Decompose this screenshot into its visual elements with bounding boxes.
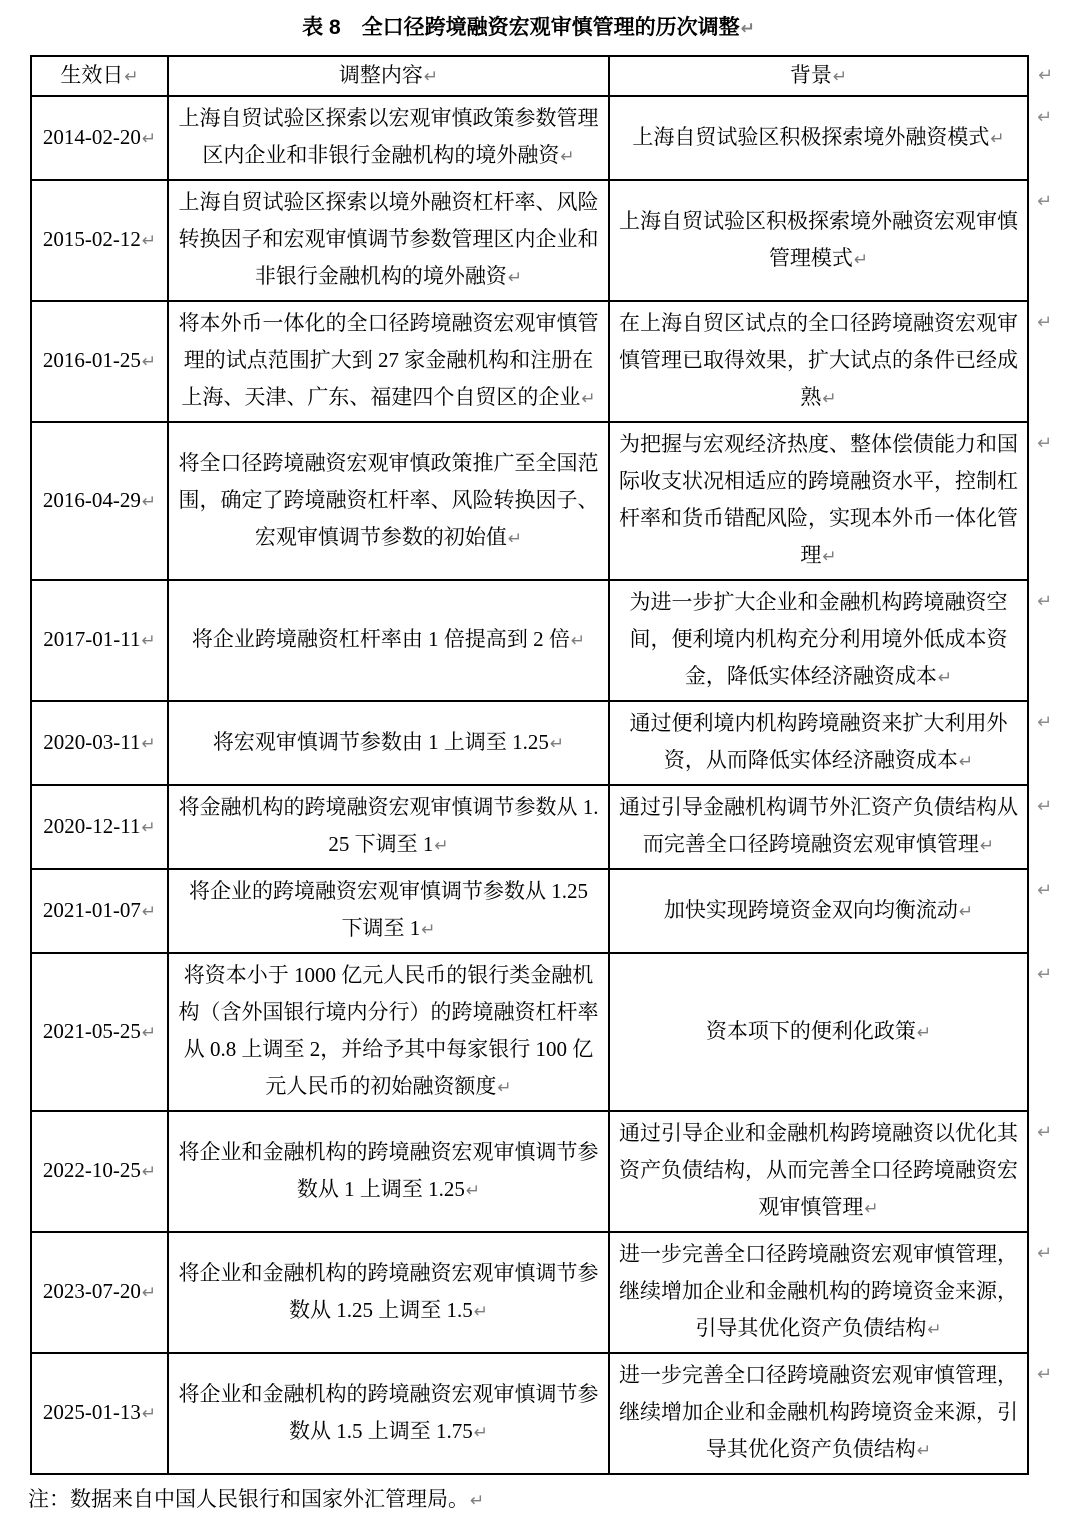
row-gutter	[1028, 56, 1068, 96]
row-end-mark: ↵	[1037, 712, 1053, 733]
content-text: 将资本小于 1000 亿元人民币的银行类金融机构（含外国银行境内分行）的跨境融资杠杆率从 0.8 上调至 2，并给予其中每家银行 100 亿元人民币的初始融资额度	[178, 963, 599, 1098]
paragraph-mark: ↵	[822, 389, 837, 409]
row-end-mark: ↵	[1037, 1122, 1053, 1143]
background-text: 通过引导金融机构调节外汇资产负债结构从而完善全口径跨境融资宏观审慎管理	[619, 795, 1018, 856]
cell-effective-date	[31, 869, 168, 953]
content-text: 将企业和金融机构的跨境融资宏观审慎调节参数从 1.5 上调至 1.75	[178, 1381, 599, 1443]
content-text: 将企业和金融机构的跨境融资宏观审慎调节参数从 1.25 上调至 1.5	[178, 1260, 599, 1322]
cell-background	[609, 1353, 1028, 1474]
paragraph-mark: ↵	[423, 67, 439, 87]
paragraph-mark: ↵	[141, 817, 156, 838]
note-text: 注：数据来自中国人民银行和国家外汇管理局。	[28, 1487, 469, 1511]
background-text: 进一步完善全口径跨境融资宏观审慎管理，继续增加企业和金融机构跨境资金来源，引导其优化资产负债结构	[619, 1363, 1018, 1461]
header-label: 生效日	[60, 63, 124, 87]
row-end-mark: ↵	[1037, 591, 1053, 612]
background-text: 为进一步扩大企业和金融机构跨境融资空间，便利境内机构充分利用境外低成本资金，降低实体经济融资成本	[629, 590, 1008, 688]
row-end-mark: ↵	[1037, 880, 1053, 901]
cell-adjustment-content	[168, 180, 609, 301]
cell-background	[609, 301, 1028, 422]
row-gutter	[1028, 785, 1068, 869]
paragraph-mark: ↵	[473, 1422, 488, 1443]
row-end-mark: ↵	[1037, 191, 1053, 212]
row-gutter	[1028, 1353, 1068, 1474]
cell-adjustment-content	[168, 1353, 609, 1474]
background-text: 通过引导企业和金融机构跨境融资以优化其资产负债结构，从而完善全口径跨境融资宏观审慎管理	[619, 1121, 1018, 1219]
paragraph-mark: ↵	[141, 733, 156, 754]
paragraph-mark: ↵	[470, 1491, 485, 1511]
paragraph-mark: ↵	[740, 19, 755, 39]
row-gutter	[1028, 701, 1068, 785]
cell-background	[609, 422, 1028, 580]
table-row	[31, 869, 1068, 953]
date-text: 2017-01-11	[43, 627, 141, 651]
table-title-text: 表 8 全口径跨境融资宏观审慎管理的历次调整	[302, 16, 740, 39]
content-text: 上海自贸试验区探索以宏观审慎政策参数管理区内企业和非银行金融机构的境外融资	[178, 106, 599, 167]
date-text: 2023-07-20	[42, 1279, 141, 1303]
cell-adjustment-content	[168, 580, 609, 701]
content-text: 将金融机构的跨境融资宏观审慎调节参数从 1.25 下调至 1	[178, 795, 599, 856]
paragraph-mark: ↵	[560, 147, 575, 167]
background-text: 在上海自贸区试点的全口径跨境融资宏观审慎管理已取得效果，扩大试点的条件已经成熟	[619, 311, 1018, 409]
paragraph-mark: ↵	[141, 1404, 157, 1424]
cell-effective-date	[31, 701, 168, 785]
date-text: 2025-01-13	[42, 1400, 141, 1424]
cell-effective-date	[31, 96, 168, 180]
content-text: 将企业的跨境融资宏观审慎调节参数从 1.25 下调至 1	[189, 879, 588, 940]
cell-background	[609, 180, 1028, 301]
cell-adjustment-content	[168, 869, 609, 953]
cell-effective-date	[31, 422, 168, 580]
cell-adjustment-content	[168, 1232, 609, 1353]
document-page	[0, 14, 1059, 1511]
paragraph-mark: ↵	[822, 547, 837, 567]
content-text: 将宏观审慎调节参数由 1 上调至 1.25	[212, 729, 549, 754]
header-cell-background	[609, 56, 1028, 96]
cell-background	[609, 1111, 1028, 1232]
row-gutter	[1028, 1232, 1068, 1353]
paragraph-mark: ↵	[937, 668, 953, 688]
cell-adjustment-content	[168, 96, 609, 180]
cell-background	[609, 869, 1028, 953]
date-text: 2021-05-25	[42, 1018, 141, 1043]
paragraph-mark: ↵	[979, 836, 995, 856]
cell-background	[609, 580, 1028, 701]
table-row	[31, 785, 1068, 869]
content-text: 将企业跨境融资杠杆率由 1 倍提高到 2 倍	[191, 627, 570, 651]
date-text: 2020-12-11	[43, 813, 141, 838]
row-end-mark: ↵	[1038, 65, 1054, 86]
table-row	[31, 953, 1068, 1111]
table-row	[31, 422, 1068, 580]
background-text: 加快实现跨境资金双向均衡流动	[663, 897, 958, 922]
row-gutter	[1028, 422, 1068, 580]
cell-effective-date	[31, 785, 168, 869]
date-text: 2016-04-29	[42, 487, 141, 512]
paragraph-mark: ↵	[497, 1078, 512, 1098]
table-row	[31, 1111, 1068, 1232]
cell-effective-date	[31, 301, 168, 422]
paragraph-mark: ↵	[507, 268, 523, 288]
row-end-mark: ↵	[1037, 1364, 1053, 1385]
paragraph-mark: ↵	[832, 67, 848, 87]
background-text: 上海自贸试验区积极探索境外融资模式	[632, 124, 990, 149]
cell-adjustment-content	[168, 422, 609, 580]
page-title	[30, 14, 1027, 43]
paragraph-mark: ↵	[507, 528, 523, 549]
table-row	[31, 301, 1068, 422]
paragraph-mark: ↵	[465, 1180, 481, 1201]
cell-background	[609, 701, 1028, 785]
row-end-mark: ↵	[1037, 107, 1053, 128]
cell-effective-date	[31, 953, 168, 1111]
paragraph-mark: ↵	[927, 1320, 942, 1340]
cell-background	[609, 785, 1028, 869]
paragraph-mark: ↵	[141, 901, 157, 922]
row-gutter	[1028, 301, 1068, 422]
paragraph-mark: ↵	[141, 128, 157, 149]
paragraph-mark: ↵	[141, 1162, 157, 1182]
cell-adjustment-content	[168, 701, 609, 785]
table-row	[31, 1353, 1068, 1474]
background-text: 为把握与宏观经济热度、整体偿债能力和国际收支状况相适应的跨境融资水平，控制杠杆率和货币错配风险，实现本外币一体化管理	[619, 432, 1018, 567]
row-gutter	[1028, 96, 1068, 180]
cell-effective-date	[31, 180, 168, 301]
paragraph-mark: ↵	[141, 231, 157, 251]
paragraph-mark: ↵	[141, 1283, 157, 1303]
cell-effective-date	[31, 1353, 168, 1474]
cell-background	[609, 1232, 1028, 1353]
table-row	[31, 701, 1068, 785]
background-text: 资本项下的便利化政策	[705, 1018, 916, 1043]
paragraph-mark: ↵	[581, 389, 596, 409]
table-row	[31, 96, 1068, 180]
cell-background	[609, 953, 1028, 1111]
paragraph-mark: ↵	[990, 128, 1005, 149]
paragraph-mark: ↵	[434, 836, 449, 856]
background-text: 通过便利境内机构跨境融资来扩大利用外资，从而降低实体经济融资成本	[629, 711, 1008, 772]
paragraph-mark: ↵	[853, 249, 869, 270]
row-gutter	[1028, 869, 1068, 953]
header-cell-effective-date	[31, 56, 168, 96]
background-text: 上海自贸试验区积极探索境外融资宏观审慎管理模式	[619, 208, 1018, 270]
adjustments-table	[30, 55, 1069, 1475]
date-text: 2020-03-11	[43, 729, 141, 754]
background-text: 进一步完善全口径跨境融资宏观审慎管理，继续增加企业和金融机构的跨境资金来源，引导其优化资产负债结构	[619, 1242, 1018, 1340]
paragraph-mark: ↵	[570, 631, 586, 651]
cell-background	[609, 96, 1028, 180]
cell-effective-date	[31, 1111, 168, 1232]
content-text: 上海自贸试验区探索以境外融资杠杆率、风险转换因子和宏观审慎调节参数管理区内企业和非银行金融机构的境外融资	[178, 190, 599, 288]
row-end-mark: ↵	[1037, 1243, 1053, 1264]
paragraph-mark: ↵	[141, 491, 157, 512]
table-note	[28, 1484, 1059, 1516]
cell-effective-date	[31, 580, 168, 701]
header-cell-adjustment-content	[168, 56, 609, 96]
paragraph-mark: ↵	[864, 1199, 879, 1219]
content-text: 将企业和金融机构的跨境融资宏观审慎调节参数从 1 上调至 1.25	[178, 1139, 599, 1201]
row-end-mark: ↵	[1037, 433, 1053, 454]
cell-adjustment-content	[168, 1111, 609, 1232]
header-label: 背景	[789, 63, 832, 87]
paragraph-mark: ↵	[958, 752, 974, 772]
content-text: 将全口径跨境融资宏观审慎政策推广至全国范围，确定了跨境融资杠杆率、风险转换因子、宏观审慎调节参数的初始值	[178, 450, 599, 549]
row-gutter	[1028, 180, 1068, 301]
table-row	[31, 1232, 1068, 1353]
cell-adjustment-content	[168, 301, 609, 422]
content-text: 将本外币一体化的全口径跨境融资宏观审慎管理的试点范围扩大到 27 家金融机构和注册在上海、天津、广东、福建四个自贸区的企业	[178, 311, 599, 409]
paragraph-mark: ↵	[141, 631, 156, 651]
paragraph-mark: ↵	[141, 1022, 157, 1043]
date-text: 2021-01-07	[42, 897, 141, 922]
paragraph-mark: ↵	[916, 1022, 932, 1043]
cell-adjustment-content	[168, 785, 609, 869]
cell-adjustment-content	[168, 953, 609, 1111]
paragraph-mark: ↵	[549, 733, 565, 754]
row-end-mark: ↵	[1037, 796, 1053, 817]
row-end-mark: ↵	[1037, 312, 1053, 333]
header-label: 调整内容	[338, 63, 423, 87]
table-row	[31, 180, 1068, 301]
paragraph-mark: ↵	[958, 901, 974, 922]
row-gutter	[1028, 580, 1068, 701]
date-text: 2014-02-20	[42, 124, 141, 149]
table-row	[31, 580, 1068, 701]
row-gutter	[1028, 1111, 1068, 1232]
header-row	[31, 56, 1068, 96]
date-text: 2022-10-25	[42, 1158, 141, 1182]
date-text: 2015-02-12	[42, 227, 141, 251]
paragraph-mark: ↵	[141, 352, 157, 372]
row-end-mark: ↵	[1037, 964, 1053, 985]
paragraph-mark: ↵	[124, 67, 139, 87]
cell-effective-date	[31, 1232, 168, 1353]
paragraph-mark: ↵	[916, 1441, 932, 1461]
date-text: 2016-01-25	[42, 348, 141, 372]
paragraph-mark: ↵	[473, 1301, 488, 1322]
paragraph-mark: ↵	[421, 920, 436, 940]
row-gutter	[1028, 953, 1068, 1111]
